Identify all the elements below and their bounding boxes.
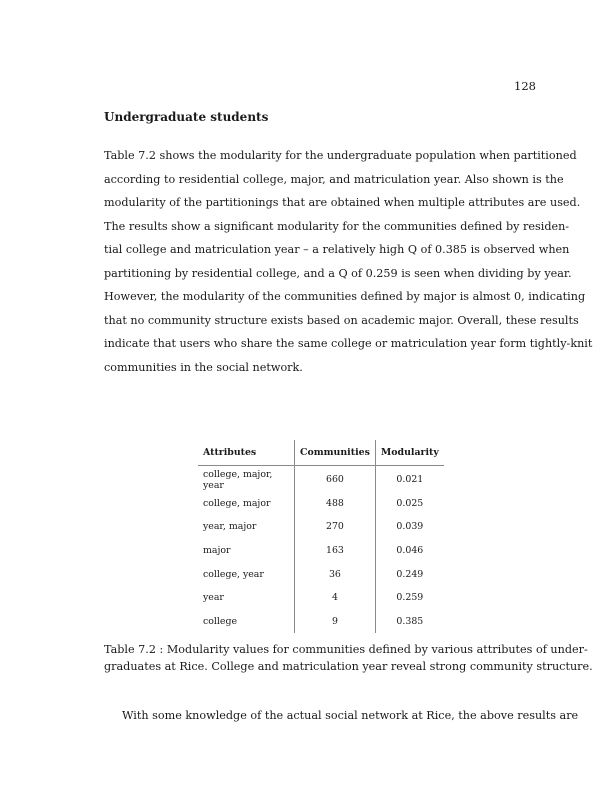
paragraph-line: partitioning by residential college, and a Q of 0.259 is seen when dividing by year. — [104, 266, 572, 280]
cell-attributes: college — [198, 610, 295, 634]
paragraph-line: indicate that users who share the same college or matriculation year form tightly-knit — [104, 337, 593, 350]
cell-communities: 9 — [295, 610, 376, 634]
cell-modularity: 0.021 — [396, 474, 424, 486]
next-paragraph: With some knowledge of the actual social network at Rice, the above results are — [122, 709, 579, 722]
header-modularity: Modularity — [375, 440, 443, 466]
page-number: 128 — [514, 79, 536, 93]
table-row — [198, 466, 444, 492]
cell-modularity: 0.249 — [396, 568, 424, 580]
cell-communities: 660 — [295, 466, 376, 492]
paragraph-line: according to residential college, major, and matriculation year. Also shown is the — [104, 172, 564, 186]
table-row — [198, 586, 444, 610]
header-attributes: Attributes — [198, 440, 295, 466]
cell-modularity: 0.025 — [396, 497, 424, 509]
table-row — [198, 562, 444, 586]
table-row — [198, 539, 444, 563]
cell-modularity: 0.385 — [396, 615, 424, 627]
cell-modularity: 0.046 — [396, 545, 424, 557]
cell-communities: 163 — [295, 539, 376, 563]
cell-attributes: year, major — [198, 515, 295, 539]
body-paragraph — [104, 144, 593, 379]
cell-attributes: college, year — [198, 562, 295, 586]
cell-attributes: college, major, year — [198, 466, 295, 492]
cell-modularity: 0.259 — [396, 592, 424, 604]
caption-line: graduates at Rice. College and matriculation year reveal strong community structure. — [104, 660, 593, 673]
paragraph-line: However, the modularity of the communities defined by major is almost 0, indicating — [104, 290, 586, 303]
section-title: Undergraduate students — [104, 110, 269, 124]
table-caption — [104, 641, 593, 675]
cell-communities: 488 — [295, 492, 376, 516]
table-row — [198, 492, 444, 516]
paragraph-line: The results show a significant modularity for the communities defined by residen- — [104, 219, 570, 233]
cell-communities: 4 — [295, 586, 376, 610]
cell-attributes: college, major — [198, 492, 295, 516]
paragraph-line: tial college and matriculation year – a relatively high Q of 0.385 is observed when — [104, 243, 570, 256]
paragraph-line: Table 7.2 shows the modularity for the undergraduate population when partitioned — [104, 149, 577, 162]
table-header-row — [198, 440, 444, 466]
cell-modularity: 0.039 — [396, 521, 424, 533]
header-communities: Communities — [295, 440, 376, 466]
paragraph-line: modularity of the partitionings that are obtained when multiple attributes are used. — [104, 196, 581, 209]
cell-communities: 36 — [295, 562, 376, 586]
cell-attributes: year — [198, 586, 295, 610]
table-row — [198, 515, 444, 539]
paragraph-line: communities in the social network. — [104, 360, 303, 374]
cell-attributes: major — [198, 539, 295, 563]
table-row — [198, 610, 444, 634]
caption-line: Table 7.2 : Modularity values for communities defined by various attributes of under- — [104, 643, 588, 656]
cell-communities: 270 — [295, 515, 376, 539]
modularity-table — [198, 440, 444, 633]
paragraph-line: that no community structure exists based on academic major. Overall, these results — [104, 313, 579, 327]
